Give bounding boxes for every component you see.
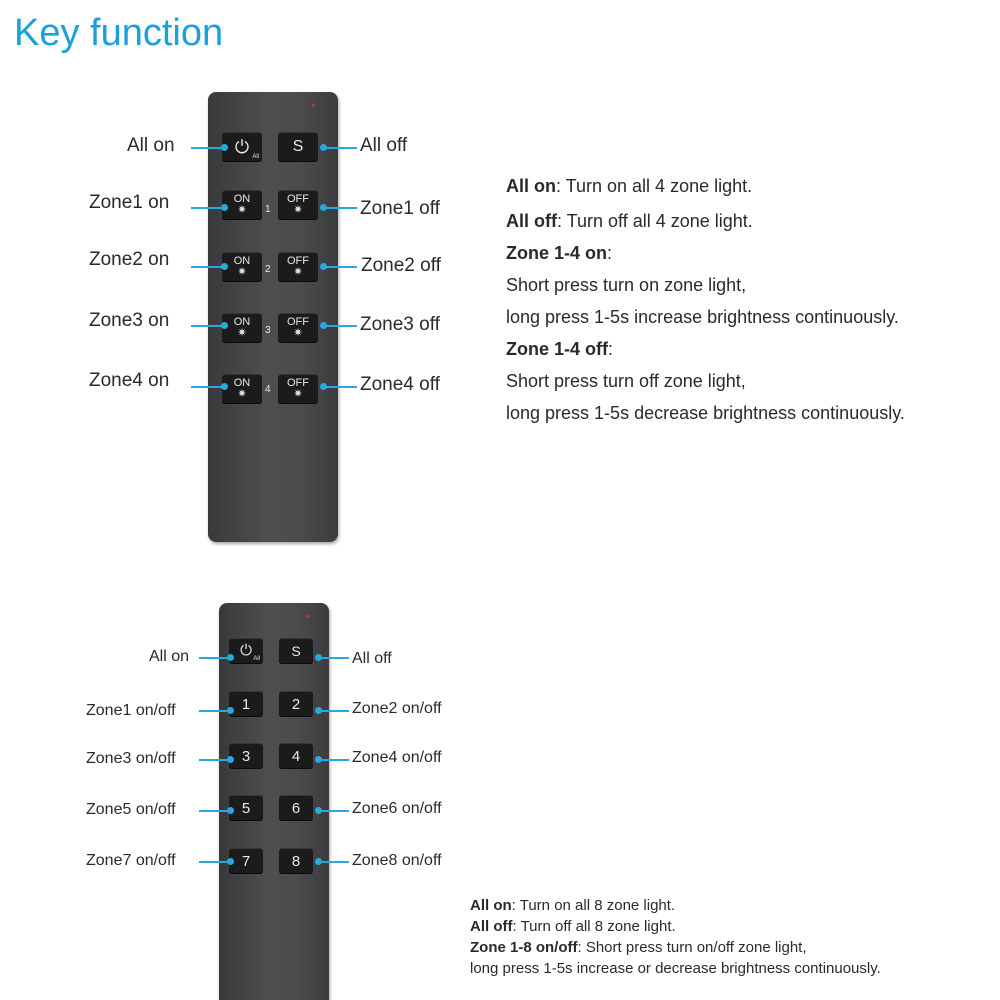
colon: :: [607, 243, 613, 263]
key-number: 6: [291, 799, 301, 817]
brightness-icon: ✷: [237, 204, 247, 216]
term-all-off: All off: [470, 918, 513, 935]
on-text: ON: [233, 193, 251, 205]
term-zone-off: Zone 1-4 off: [506, 339, 608, 359]
remote-8-zone: [219, 603, 329, 1000]
text-zone: : Short press turn on/off zone light,: [577, 939, 807, 956]
callout-line: [199, 810, 230, 812]
term-all-on: All on: [506, 176, 556, 196]
callout-line: [191, 386, 225, 388]
label-zone1-off: Zone1 off: [360, 198, 440, 219]
callout-dot: [221, 263, 228, 270]
label-zone2: Zone2 on/off: [352, 700, 442, 717]
zone4-button[interactable]: [279, 743, 313, 769]
brightness-icon: ✷: [293, 266, 303, 278]
zone4-on-button[interactable]: [222, 374, 262, 404]
off-text: OFF: [287, 193, 309, 205]
callout-line: [324, 386, 357, 388]
callout-line: [324, 266, 357, 268]
callout-line: [199, 759, 230, 761]
label-zone2-on: Zone2 on: [89, 249, 170, 270]
key-number: 7: [241, 852, 251, 870]
callout-line: [199, 657, 230, 659]
callout-dot: [221, 144, 228, 151]
description-8-zone: [470, 895, 995, 979]
label-zone4-off: Zone4 off: [360, 374, 440, 395]
zone3-button[interactable]: [229, 743, 263, 769]
callout-line: [324, 207, 357, 209]
callout-line: [191, 207, 225, 209]
label-zone8: Zone8 on/off: [352, 852, 442, 869]
zone1-off-button[interactable]: [278, 190, 318, 220]
all-off-button[interactable]: [278, 132, 318, 162]
on-text: ON: [233, 316, 251, 328]
zone-number: 2: [265, 264, 271, 275]
zone-number: 3: [265, 325, 271, 336]
remote-4-zone: [208, 92, 338, 542]
key-number: 3: [241, 747, 251, 765]
term-all-off: All off: [506, 211, 557, 231]
zone-number: 1: [265, 204, 271, 215]
desc-zone-on: [506, 237, 996, 269]
on-text: ON: [233, 255, 251, 267]
key-number: 5: [241, 799, 251, 817]
text-all-off: : Turn off all 4 zone light.: [557, 211, 753, 231]
callout-line: [319, 710, 349, 712]
off-text: OFF: [287, 316, 309, 328]
on-text: ON: [233, 377, 251, 389]
callout-line: [324, 325, 357, 327]
zone1-on-button[interactable]: [222, 190, 262, 220]
callout-line: [319, 810, 349, 812]
desc-zone-on-line1: Short press turn on zone light,: [506, 275, 747, 295]
callout-dot: [227, 807, 234, 814]
label-zone1-on: Zone1 on: [89, 192, 170, 213]
callout-line: [319, 657, 349, 659]
zone5-button[interactable]: [229, 795, 263, 821]
desc-zone-off-line2: long press 1-5s decrease brightness continuously.: [506, 403, 905, 423]
desc-zone-on-line2: long press 1-5s increase brightness continuously.: [506, 307, 899, 327]
label-zone1: Zone1 on/off: [86, 702, 176, 719]
callout-dot: [221, 322, 228, 329]
all-off-button[interactable]: [279, 638, 313, 664]
off-text: OFF: [287, 377, 309, 389]
label-zone3-on: Zone3 on: [89, 310, 170, 331]
brightness-icon: ✷: [293, 388, 303, 400]
callout-line: [319, 861, 349, 863]
callout-dot: [221, 204, 228, 211]
brightness-icon: ✷: [237, 327, 247, 339]
callout-dot: [227, 654, 234, 661]
s-key-label: S: [292, 138, 304, 155]
desc-all-off: [470, 916, 995, 937]
label-zone7: Zone7 on/off: [86, 852, 176, 869]
zone7-button[interactable]: [229, 848, 263, 874]
label-all-on: All on: [127, 135, 175, 156]
zone-number: 4: [265, 384, 271, 395]
label-zone4-on: Zone4 on: [89, 370, 170, 391]
desc-all-on: [506, 170, 996, 202]
all-on-button[interactable]: [222, 132, 262, 162]
callout-dot: [221, 383, 228, 390]
label-zone3: Zone3 on/off: [86, 750, 176, 767]
description-4-zone: [506, 170, 996, 429]
callout-dot: [227, 756, 234, 763]
label-zone2-off: Zone2 off: [361, 255, 441, 276]
label-all-off: All off: [360, 135, 408, 156]
page-title: Key function: [14, 12, 224, 54]
off-text: OFF: [287, 255, 309, 267]
text-all-off: : Turn off all 8 zone light.: [512, 918, 676, 935]
indicator-led: [312, 104, 315, 107]
desc-zone-line2: long press 1-5s increase or decrease brightness continuously.: [470, 960, 881, 977]
zone2-off-button[interactable]: [278, 252, 318, 282]
key-number: 4: [291, 747, 301, 765]
key-number: 8: [291, 852, 301, 870]
term-zone: Zone 1-8 on/off: [470, 939, 578, 956]
all-on-button[interactable]: [229, 638, 263, 664]
callout-line: [324, 147, 357, 149]
brightness-icon: ✷: [237, 266, 247, 278]
key-number: 1: [241, 695, 251, 713]
zone1-button[interactable]: [229, 691, 263, 717]
all-sublabel: All: [253, 656, 260, 662]
callout-dot: [227, 707, 234, 714]
zone3-off-button[interactable]: [278, 313, 318, 343]
label-all-off: All off: [352, 650, 392, 667]
power-icon: ⏻: [240, 642, 252, 659]
term-all-on: All on: [470, 897, 512, 914]
label-zone3-off: Zone3 off: [360, 314, 440, 335]
zone6-button[interactable]: [279, 795, 313, 821]
label-zone6: Zone6 on/off: [352, 800, 442, 817]
zone2-button[interactable]: [279, 691, 313, 717]
zone8-button[interactable]: [279, 848, 313, 874]
s-key-label: S: [291, 643, 301, 659]
brightness-icon: ✷: [293, 204, 303, 216]
zone2-on-button[interactable]: [222, 252, 262, 282]
callout-line: [319, 759, 349, 761]
callout-dot: [227, 858, 234, 865]
desc-zone: [470, 937, 995, 958]
callout-line: [199, 710, 230, 712]
power-icon: ⏻: [234, 137, 250, 157]
callout-line: [191, 147, 225, 149]
desc-all-off: [506, 205, 996, 237]
key-number: 2: [291, 695, 301, 713]
indicator-led: [306, 615, 309, 618]
label-all-on: All on: [149, 648, 190, 665]
brightness-icon: ✷: [237, 388, 247, 400]
zone4-off-button[interactable]: [278, 374, 318, 404]
text-all-on: : Turn on all 4 zone light.: [556, 176, 753, 196]
text-all-on: : Turn on all 8 zone light.: [511, 897, 676, 914]
desc-zone-off-line1: Short press turn off zone light,: [506, 371, 746, 391]
label-zone4: Zone4 on/off: [352, 749, 442, 766]
zone3-on-button[interactable]: [222, 313, 262, 343]
term-zone-on: Zone 1-4 on: [506, 243, 608, 263]
all-sublabel: All: [252, 154, 259, 160]
desc-all-on: [470, 895, 995, 916]
brightness-icon: ✷: [293, 327, 303, 339]
label-zone5: Zone5 on/off: [86, 801, 176, 818]
colon: :: [608, 339, 614, 359]
callout-line: [191, 325, 225, 327]
desc-zone-off: [506, 333, 996, 365]
callout-line: [199, 861, 230, 863]
callout-line: [191, 266, 225, 268]
